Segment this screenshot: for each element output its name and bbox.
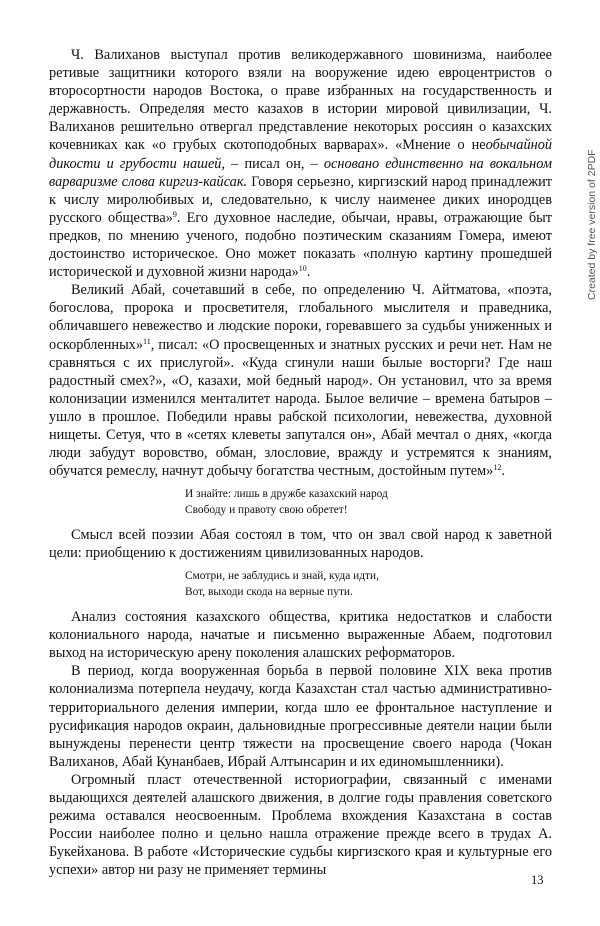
footnote-ref: 11 [142, 336, 151, 346]
text-run: Говоря серьезно, киргизский народ принадлежит к числу миролюбивых и, следовательно, к числу наименее диких инородцев русского общества» [49, 173, 553, 226]
text-run: . Его духовное наследие, обычаи, нравы, отражающие быт предков, по мнению ученого, подобно поэтическим сказаниям Гомера, имеют достоинство историческое. Оно может показать «полную картину прошедшей исторической и духовной жизни народа» [49, 209, 552, 281]
paragraph-abai [49, 281, 552, 480]
verse-quote-friendship [185, 487, 552, 518]
verse-quote-path [185, 569, 552, 600]
verse-line: И знайте: лишь в дружбе казахский народ [185, 488, 388, 501]
verse-line: Смотри, не заблудись и знай, куда идти, [185, 570, 379, 583]
paragraph-abai-poetry: Смысл всей поэзии Абая состоял в том, что он звал свой народ к заветной цели: приобщению к достижениям цивилизованных народов. [49, 527, 552, 562]
text-run: . [306, 264, 311, 281]
text-run: Великий Абай, сочетавший в себе, по определению Ч. Айтматова, «поэта, богослова, пророка и просветителя, глобального мыслителя и праведника, обличавшего невежество и людские пороки, горевавшего за судьбы униженных и оскорбленных» [49, 282, 552, 353]
italic-text: основано единственно на вокальном варваризме слова киргиз-кайсак. [49, 155, 552, 190]
verse-line: Вот, выходи скода на верные пути. [185, 585, 353, 598]
text-run: – писал он, – [225, 155, 324, 172]
italic-text: обычайной дикости и грубости нашей, [49, 137, 552, 172]
paragraph-analysis: Анализ состояния казахского общества, критика недостатков и слабости колониального народа, начатые и письменно выраженные Абаем, подготовил выход на историческую арену поколения алашских реформаторов. [49, 609, 552, 662]
paragraph-historiography: Огромный пласт отечественной историографии, связанный с именами выдающихся деятелей алашского движения, в долгие годы правления советского режима оставался неосвоенным. Проблема вхождения Казахстана в состав России наиболее полно и цельно нашла отражение прежде всего в трудах А. Букейханова. В работе «Исторические судьбы киргизского края и культурные его успехи» автор ни разу не применяет термины [49, 771, 552, 879]
watermark: Created by free version of 2PDF [586, 149, 598, 300]
text-run: , писал: «О просвещенных и знатных русских и речи нет. Нам не сравняться с их прислугой». «Куда сгинули наши былые восторги? Где наш радостный смех?», «О, казахи, мой бедный народ». Он установил, что за время колонизации изменился менталитет народа. Былое величие – времена батыров – ушло в прошлое. Победили нравы рабской психологии, невежества, духовной нищеты. Сетуя, что в «сетях клеветы запутался он», Абай мечтал о днях, «когда люди забудут воровство, обман, злословие, вражду и устремятся к знаниям, обучатся ремеслу, начнут добычу богатства честным, достойным путем» [49, 336, 552, 480]
page-body [49, 46, 552, 879]
paragraph-period: В период, когда вооруженная борьба в первой половине XIX века против колониализма потерпела неудачу, когда Казахстан стал частью административно-территориального деления империи, когда шло ее фронтальное наступление и русификация народов окраин, дальновидные прогрессивные деятели нации были вынуждены перенести центр тяжести на просвещение своего народа (Чокан Валиханов, Абай Кунанбаев, Ибрай Алтынсарин и их единомышленники). [49, 663, 552, 770]
text-run: Ч. Валиханов выступал против великодержавного шовинизма, наиболее ретивые защитники которого взяли на вооружение идею евроцентристов о второсортности народов Востока, о праве избранных на государственность и державность. Определяя место казахов в истории мировой цивилизации, Ч. Валиханов решительно отвергал представление некоторых россиян о казахских кочевниках как «о грубых скотоподобных варварах». «Мнение о не [49, 47, 552, 154]
text-run: . [501, 463, 505, 480]
footnote-ref: 12 [493, 463, 502, 473]
footnote-ref: 10 [298, 264, 307, 274]
page-number: 13 [531, 873, 544, 887]
verse-line: Свободу и правоту свою обретет! [185, 503, 348, 516]
paragraph-valikhanov [49, 46, 552, 281]
footnote-ref: 9 [172, 209, 177, 219]
